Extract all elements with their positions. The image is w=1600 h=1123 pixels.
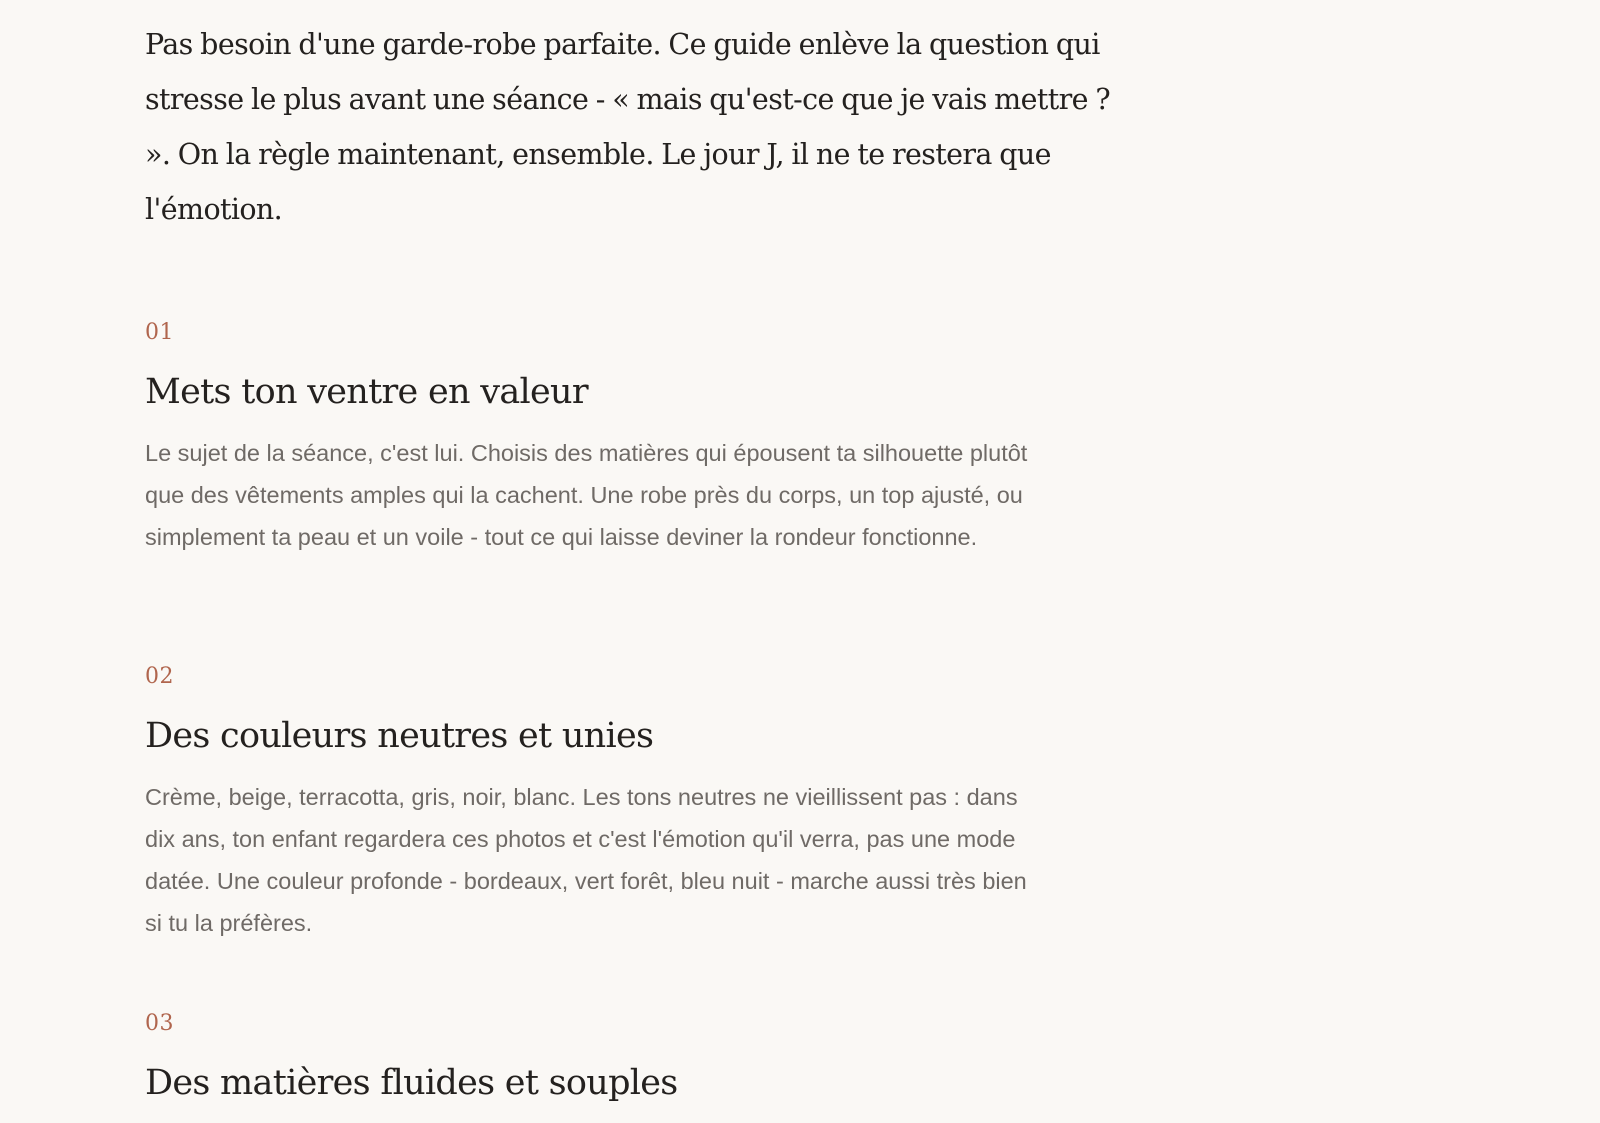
- guide-section: [145, 664, 1145, 944]
- guide-section: [145, 1011, 1145, 1123]
- section-number: 01: [145, 320, 174, 345]
- section-number: 03: [145, 1011, 174, 1036]
- section-body: Crème, beige, terracotta, gris, noir, blanc. Les tons neutres ne vieillissent pas : dans dix ans, ton enfant regardera ces photos et c'est l'émotion qu'il verra, pas une mode datée. Une couleur profonde - bordeaux, vert forêt, bleu nuit - marche aussi très bien si tu la préfères.: [145, 784, 1027, 936]
- section-number: 02: [145, 664, 174, 689]
- guide-section: [145, 320, 1145, 558]
- section-body: Le sujet de la séance, c'est lui. Choisis des matières qui épousent ta silhouette plutôt que des vêtements amples qui la cachent. Une robe près du corps, un top ajusté, ou simplement ta peau et un voile - tout ce qui laisse deviner la rondeur fonctionne.: [145, 440, 1028, 550]
- section-title: Mets ton ventre en valeur: [145, 372, 588, 412]
- section-title: Des couleurs neutres et unies: [145, 716, 654, 756]
- intro-paragraph: Pas besoin d'une garde-robe parfaite. Ce guide enlève la question qui stresse le plus avant une séance - « mais qu'est-ce que je vais mettre ? ». On la règle maintenant, ensemble. Le jour J, il ne te restera que l'émotion.: [145, 28, 1111, 226]
- section-title: Des matières fluides et souples: [145, 1063, 678, 1103]
